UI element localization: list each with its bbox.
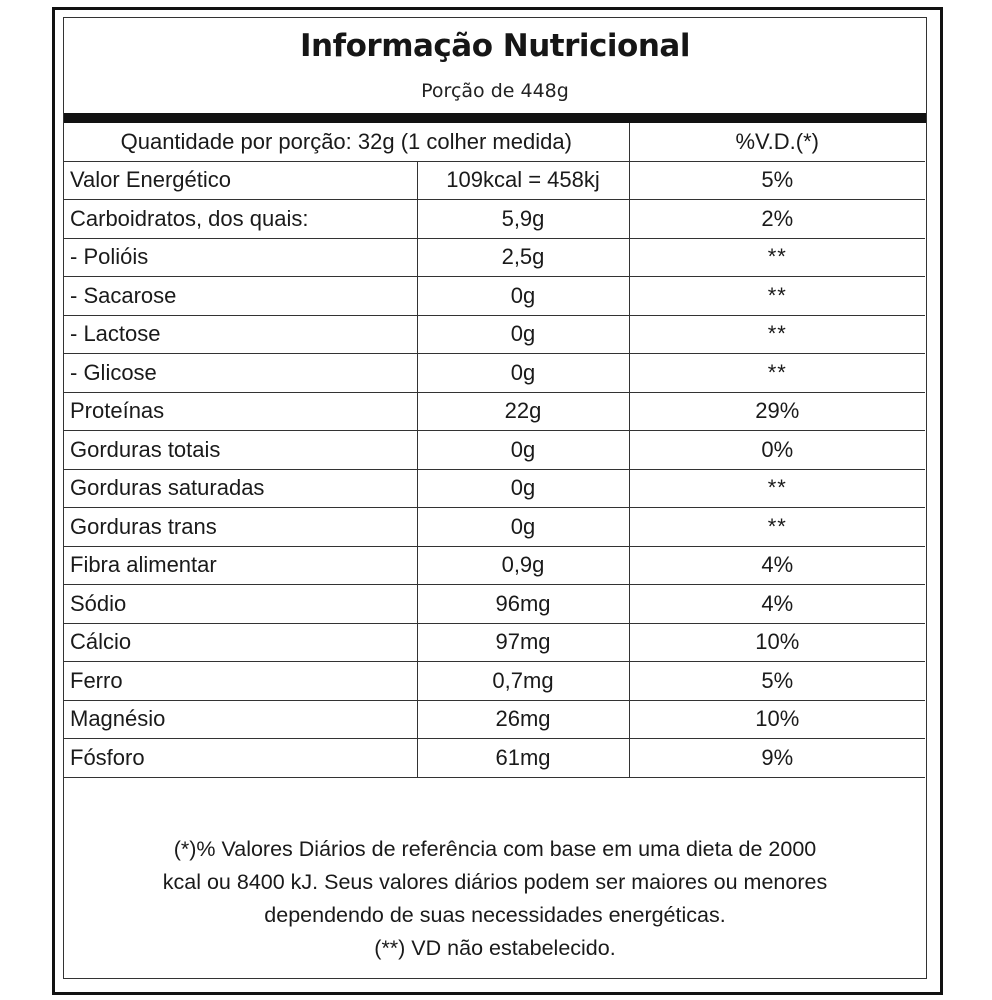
nutrient-amount: 22g [417, 392, 629, 431]
table-row [64, 200, 925, 239]
nutrient-name: Valor Energético [64, 161, 417, 200]
nutrient-name: Ferro [64, 662, 417, 701]
nutrient-name: Magnésio [64, 700, 417, 739]
amount-per-serving-header: Quantidade por porção: 32g (1 colher medida) [64, 123, 629, 161]
nutrient-amount: 0g [417, 508, 629, 547]
nutrient-daily-value: 2% [629, 200, 925, 239]
table-row [64, 315, 925, 354]
nutrient-name: - Lactose [64, 315, 417, 354]
nutrient-daily-value: 9% [629, 739, 925, 778]
nutrient-daily-value: 29% [629, 392, 925, 431]
table-row [64, 392, 925, 431]
footnote-line: (*)% Valores Diários de referência com base em uma dieta de 2000 [173, 837, 817, 861]
nutrient-name: - Polióis [64, 238, 417, 277]
nutrient-name: Cálcio [64, 623, 417, 662]
table-row [64, 700, 925, 739]
footnote [64, 833, 926, 965]
nutrient-daily-value: ** [629, 238, 925, 277]
nutrient-name: Fibra alimentar [64, 546, 417, 585]
table-row [64, 585, 925, 624]
nutrient-name: Sódio [64, 585, 417, 624]
label-header [64, 18, 926, 113]
nutrient-amount: 96mg [417, 585, 629, 624]
nutrient-daily-value: 5% [629, 662, 925, 701]
nutrient-amount: 0g [417, 431, 629, 470]
nutrient-name: Gorduras trans [64, 508, 417, 547]
nutrient-daily-value: 10% [629, 623, 925, 662]
nutrient-name: Gorduras totais [64, 431, 417, 470]
nutrient-daily-value: ** [629, 277, 925, 316]
table-row [64, 469, 925, 508]
nutrient-daily-value: ** [629, 315, 925, 354]
nutrient-amount: 5,9g [417, 200, 629, 239]
footnote-line: dependendo de suas necessidades energéticas. [264, 903, 726, 927]
nutrient-amount: 0,9g [417, 546, 629, 585]
nutrient-amount: 0g [417, 277, 629, 316]
nutrient-daily-value: 10% [629, 700, 925, 739]
table-row [64, 431, 925, 470]
nutrient-amount: 61mg [417, 739, 629, 778]
nutrition-table-body [64, 123, 925, 777]
nutrient-daily-value: 5% [629, 161, 925, 200]
footnote-line: kcal ou 8400 kJ. Seus valores diários podem ser maiores ou menores [162, 870, 828, 894]
table-row [64, 161, 925, 200]
nutrient-amount: 2,5g [417, 238, 629, 277]
nutrient-daily-value: 4% [629, 585, 925, 624]
nutrient-name: - Sacarose [64, 277, 417, 316]
table-row [64, 662, 925, 701]
table-row [64, 277, 925, 316]
nutrient-amount: 109kcal = 458kj [417, 161, 629, 200]
nutrient-daily-value: ** [629, 469, 925, 508]
nutrient-daily-value: ** [629, 354, 925, 393]
nutrient-name: Carboidratos, dos quais: [64, 200, 417, 239]
table-row [64, 546, 925, 585]
table-header-row [64, 123, 925, 161]
nutrient-amount: 26mg [417, 700, 629, 739]
nutrient-daily-value: ** [629, 508, 925, 547]
header-divider-bar [64, 113, 926, 123]
nutrient-amount: 97mg [417, 623, 629, 662]
serving-package-size: Porção de 448g [421, 80, 569, 102]
nutrient-daily-value: 0% [629, 431, 925, 470]
nutrient-name: - Glicose [64, 354, 417, 393]
nutrient-name: Gorduras saturadas [64, 469, 417, 508]
nutrient-name: Fósforo [64, 739, 417, 778]
nutrition-facts-panel [63, 17, 927, 979]
table-row [64, 354, 925, 393]
nutrient-name: Proteínas [64, 392, 417, 431]
nutrient-amount: 0g [417, 315, 629, 354]
nutrition-table [64, 123, 925, 778]
label-title: Informação Nutricional [300, 28, 690, 64]
nutrient-amount: 0,7mg [417, 662, 629, 701]
nutrient-amount: 0g [417, 469, 629, 508]
nutrient-daily-value: 4% [629, 546, 925, 585]
daily-value-header: %V.D.(*) [629, 123, 925, 161]
table-row [64, 623, 925, 662]
nutrient-amount: 0g [417, 354, 629, 393]
table-row [64, 238, 925, 277]
table-row [64, 739, 925, 778]
footnote-line: (**) VD não estabelecido. [374, 936, 616, 960]
table-row [64, 508, 925, 547]
